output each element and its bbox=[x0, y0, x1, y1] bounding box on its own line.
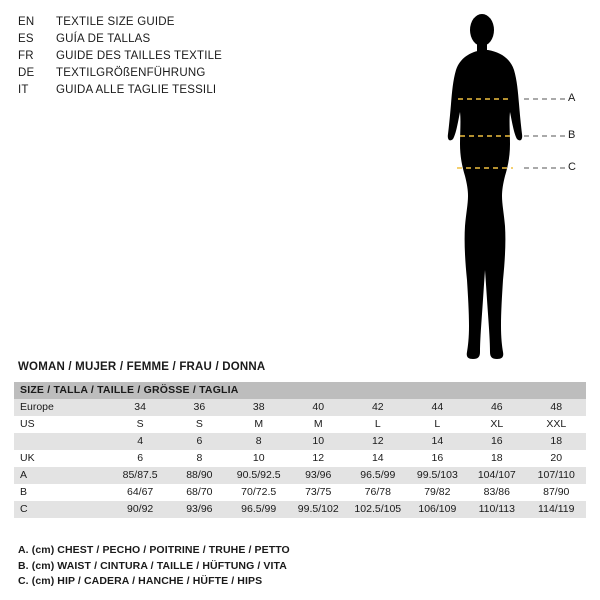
cell: 16 bbox=[467, 433, 526, 450]
cell: 10 bbox=[229, 450, 289, 467]
cell: 44 bbox=[408, 399, 467, 416]
table-row bbox=[14, 399, 586, 416]
row-label bbox=[14, 433, 110, 450]
language-title: GUIDE DES TAILLES TEXTILE bbox=[56, 50, 223, 62]
cell: 34 bbox=[110, 399, 169, 416]
cell: L bbox=[348, 416, 408, 433]
row-label: US bbox=[14, 416, 110, 433]
cell: XL bbox=[467, 416, 526, 433]
cell: 96.5/99 bbox=[348, 467, 408, 484]
cell: 38 bbox=[229, 399, 289, 416]
cell: L bbox=[408, 416, 467, 433]
cell: 14 bbox=[408, 433, 467, 450]
language-code: FR bbox=[18, 50, 34, 62]
silhouette-icon bbox=[420, 8, 590, 368]
cell: 90/92 bbox=[110, 501, 169, 518]
cell: 106/109 bbox=[408, 501, 467, 518]
row-label: UK bbox=[14, 450, 110, 467]
row-label: A bbox=[14, 467, 110, 484]
cell: 8 bbox=[170, 450, 229, 467]
cell: 85/87.5 bbox=[110, 467, 169, 484]
cell: 73/75 bbox=[288, 484, 347, 501]
language-row bbox=[18, 82, 318, 99]
cell: 12 bbox=[288, 450, 347, 467]
language-title: TEXTILGRÖßENFÜHRUNG bbox=[56, 67, 206, 79]
language-code: IT bbox=[18, 84, 29, 96]
measurement-notes bbox=[18, 543, 578, 590]
measure-label-a: A bbox=[568, 92, 576, 104]
cell: 10 bbox=[288, 433, 347, 450]
cell: 40 bbox=[288, 399, 347, 416]
cell: 99.5/103 bbox=[408, 467, 467, 484]
cell: S bbox=[170, 416, 229, 433]
female-silhouette-figure bbox=[420, 8, 590, 368]
note-hip: C. (cm) HIP / CADERA / HANCHE / HÜFTE / HIPS bbox=[18, 575, 263, 587]
cell: 76/78 bbox=[348, 484, 408, 501]
row-label: B bbox=[14, 484, 110, 501]
note-chest: A. (cm) CHEST / PECHO / POITRINE / TRUHE / PETTO bbox=[18, 544, 290, 556]
table-row bbox=[14, 484, 586, 501]
cell: 6 bbox=[170, 433, 229, 450]
cell: 64/67 bbox=[110, 484, 169, 501]
language-row bbox=[18, 14, 318, 31]
size-table bbox=[14, 382, 586, 518]
cell: 42 bbox=[348, 399, 408, 416]
cell: 96.5/99 bbox=[229, 501, 289, 518]
cell: 114/119 bbox=[527, 501, 586, 518]
row-label: Europe bbox=[14, 399, 110, 416]
cell: 102.5/105 bbox=[348, 501, 408, 518]
cell: 8 bbox=[229, 433, 289, 450]
cell: 68/70 bbox=[170, 484, 229, 501]
note-waist: B. (cm) WAIST / CINTURA / TAILLE / HÜFTUNG / VITA bbox=[18, 559, 287, 572]
cell: 99.5/102 bbox=[288, 501, 347, 518]
cell: M bbox=[229, 416, 289, 433]
table-header-row bbox=[14, 382, 586, 399]
language-title: GUIDA ALLE TAGLIE TESSILI bbox=[56, 84, 217, 96]
language-row bbox=[18, 48, 318, 65]
cell: 14 bbox=[348, 450, 408, 467]
section-title: WOMAN / MUJER / FEMME / FRAU / DONNA bbox=[18, 361, 266, 373]
cell: 110/113 bbox=[467, 501, 526, 518]
table-row bbox=[14, 433, 586, 450]
cell: 83/86 bbox=[467, 484, 526, 501]
row-label: C bbox=[14, 501, 110, 518]
language-row bbox=[18, 65, 318, 82]
language-row bbox=[18, 31, 318, 48]
cell: S bbox=[110, 416, 169, 433]
cell: 18 bbox=[467, 450, 526, 467]
cell: 93/96 bbox=[170, 501, 229, 518]
cell: 107/110 bbox=[527, 467, 586, 484]
cell: 16 bbox=[408, 450, 467, 467]
cell: M bbox=[288, 416, 347, 433]
cell: 93/96 bbox=[288, 467, 347, 484]
cell: 36 bbox=[170, 399, 229, 416]
language-title: TEXTILE SIZE GUIDE bbox=[56, 16, 175, 28]
cell: 88/90 bbox=[170, 467, 229, 484]
cell: 46 bbox=[467, 399, 526, 416]
table-row bbox=[14, 416, 586, 433]
cell: 4 bbox=[110, 433, 169, 450]
cell: 20 bbox=[527, 450, 586, 467]
cell: 18 bbox=[527, 433, 586, 450]
cell: 48 bbox=[527, 399, 586, 416]
cell: 79/82 bbox=[408, 484, 467, 501]
cell: 70/72.5 bbox=[229, 484, 289, 501]
table-header-label: SIZE / TALLA / TAILLE / GRÖSSE / TAGLIA bbox=[14, 382, 586, 399]
cell: 90.5/92.5 bbox=[229, 467, 289, 484]
cell: 12 bbox=[348, 433, 408, 450]
language-code: EN bbox=[18, 16, 35, 28]
language-title: GUÍA DE TALLAS bbox=[56, 33, 151, 45]
table-row bbox=[14, 450, 586, 467]
cell: 87/90 bbox=[527, 484, 586, 501]
measure-label-b: B bbox=[568, 129, 576, 141]
measure-label-c: C bbox=[568, 161, 576, 173]
language-code: ES bbox=[18, 33, 34, 45]
cell: 6 bbox=[110, 450, 169, 467]
language-header-block bbox=[18, 14, 318, 99]
cell: XXL bbox=[527, 416, 586, 433]
language-code: DE bbox=[18, 67, 35, 79]
table-row bbox=[14, 501, 586, 518]
table-row bbox=[14, 467, 586, 484]
cell: 104/107 bbox=[467, 467, 526, 484]
